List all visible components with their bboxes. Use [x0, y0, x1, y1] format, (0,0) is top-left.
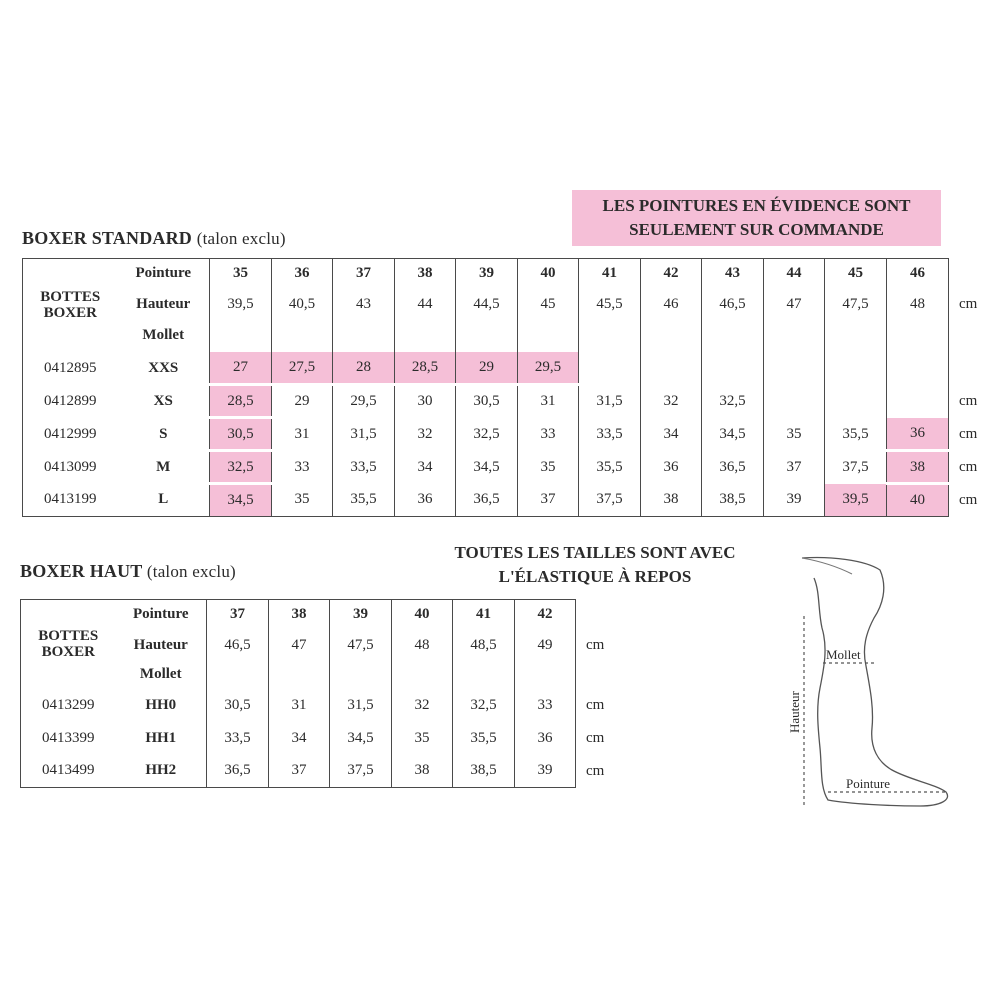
bottes-boxer-label — [21, 600, 116, 689]
pointure-value: 46 — [887, 259, 949, 289]
hauteur-row — [23, 289, 987, 320]
mollet-spacer — [272, 320, 333, 352]
size-row — [23, 418, 987, 451]
mollet-spacer — [887, 320, 949, 352]
haut-table-title — [20, 561, 236, 582]
mollet-value: 32 — [395, 418, 456, 451]
standard-title-text: BOXER STANDARD — [22, 228, 192, 248]
pointure-value: 38 — [269, 600, 330, 630]
hauteur-value: 48 — [392, 630, 453, 661]
mollet-spacer — [330, 661, 392, 689]
article-code: 0412899 — [23, 385, 118, 418]
pointure-label: Pointure — [846, 776, 891, 791]
mollet-value: 33 — [272, 451, 333, 484]
hauteur-label: Hauteur — [133, 636, 188, 653]
mollet-value: 31,5 — [579, 385, 641, 418]
mollet-spacer — [395, 320, 456, 352]
leg-outline-back — [802, 558, 948, 807]
mollet-value: 33 — [518, 418, 579, 451]
mollet-spacer — [702, 320, 764, 352]
mollet-label: Mollet — [139, 666, 182, 682]
mollet-value: 38,5 — [702, 484, 764, 517]
mollet-value: 28,5 — [210, 385, 272, 418]
hauteur-value: 40,5 — [272, 289, 333, 320]
mollet-value: 31 — [272, 418, 333, 451]
mollet-value: 31 — [518, 385, 579, 418]
mollet-value: 32 — [641, 385, 702, 418]
mollet-value: 36 — [887, 418, 949, 451]
elastic-notice — [420, 541, 770, 589]
size-label: XS — [153, 392, 173, 409]
article-code: 0413399 — [21, 722, 116, 755]
mollet-value: 34,5 — [330, 722, 392, 755]
mollet-value — [764, 352, 825, 385]
mollet-value: 37 — [764, 451, 825, 484]
row-unit: cm — [959, 392, 978, 409]
mollet-value: 37,5 — [579, 484, 641, 517]
standard-title-subtitle: (talon exclu) — [196, 229, 286, 248]
mollet-value: 27,5 — [272, 352, 333, 385]
standard-table-title — [22, 228, 286, 249]
hauteur-label: Hauteur — [787, 691, 802, 733]
hauteur-value: 46,5 — [207, 630, 269, 661]
size-row — [23, 385, 987, 418]
hauteur-value: 44 — [395, 289, 456, 320]
boxer-standard-table — [22, 258, 987, 517]
size-row — [21, 689, 611, 722]
mollet-spacer — [210, 320, 272, 352]
leg-outline-front — [802, 558, 852, 574]
mollet-label: Mollet — [826, 647, 861, 662]
mollet-value: 35 — [392, 722, 453, 755]
mollet-value — [702, 352, 764, 385]
pointure-row — [23, 259, 987, 289]
unit-spacer — [949, 259, 987, 289]
mollet-value — [764, 385, 825, 418]
mollet-value: 38 — [392, 755, 453, 788]
hauteur-value: 46 — [641, 289, 702, 320]
mollet-value — [887, 385, 949, 418]
mollet-value: 35,5 — [453, 722, 515, 755]
mollet-spacer — [515, 661, 576, 689]
row-unit: cm — [959, 425, 978, 442]
mollet-value: 32,5 — [210, 451, 272, 484]
unit-spacer — [576, 600, 611, 630]
size-label: HH2 — [116, 755, 207, 788]
mollet-value: 29,5 — [333, 385, 395, 418]
mollet-value: 38,5 — [453, 755, 515, 788]
pointure-value: 45 — [825, 259, 887, 289]
special-order-notice — [572, 190, 941, 246]
leg-measurement-diagram — [770, 548, 970, 818]
mollet-value: 33,5 — [207, 722, 269, 755]
mollet-value: 32,5 — [702, 385, 764, 418]
mollet-value: 28 — [333, 352, 395, 385]
size-label: HH1 — [145, 729, 177, 746]
mollet-value: 34 — [395, 451, 456, 484]
mollet-value: 29 — [272, 385, 333, 418]
pointure-value: 41 — [579, 259, 641, 289]
bottes-label-line2: BOXER — [41, 644, 95, 661]
mollet-value: 28,5 — [395, 352, 456, 385]
mollet-value: 33,5 — [579, 418, 641, 451]
mollet-value: 33,5 — [333, 451, 395, 484]
size-label: S — [159, 425, 168, 442]
hauteur-value: 48 — [887, 289, 949, 320]
mollet-spacer — [392, 661, 453, 689]
size-label: L — [118, 484, 210, 517]
mollet-value — [825, 352, 887, 385]
mollet-spacer — [333, 320, 395, 352]
mollet-value: 31,5 — [333, 418, 395, 451]
row-unit — [949, 352, 987, 385]
mollet-value: 35 — [272, 484, 333, 517]
mollet-value: 35 — [518, 451, 579, 484]
size-row — [23, 451, 987, 484]
hauteur-value: 43 — [333, 289, 395, 320]
row-unit: cm — [959, 458, 978, 475]
mollet-value: 40 — [887, 484, 949, 517]
pointure-value: 40 — [518, 259, 579, 289]
mollet-value: 30,5 — [210, 418, 272, 451]
mollet-value: 36 — [515, 722, 576, 755]
pointure-value: 39 — [330, 600, 392, 630]
pointure-value: 44 — [764, 259, 825, 289]
pointure-value: 37 — [333, 259, 395, 289]
mollet-value: 38 — [887, 451, 949, 484]
elastic-notice-line2: L'ÉLASTIQUE À REPOS — [498, 567, 692, 586]
mollet-value: 34 — [269, 722, 330, 755]
mollet-value: 35,5 — [825, 418, 887, 451]
pointure-value: 35 — [210, 259, 272, 289]
row-unit: cm — [586, 696, 605, 713]
mollet-value — [641, 352, 702, 385]
mollet-value: 35,5 — [579, 451, 641, 484]
mollet-value: 37 — [269, 755, 330, 788]
mollet-value: 34,5 — [456, 451, 518, 484]
mollet-spacer — [579, 320, 641, 352]
mollet-value: 32,5 — [453, 689, 515, 722]
mollet-value: 36,5 — [456, 484, 518, 517]
mollet-value: 32,5 — [456, 418, 518, 451]
special-order-notice-line2: SEULEMENT SUR COMMANDE — [629, 220, 884, 239]
hauteur-value: 49 — [515, 630, 576, 661]
hauteur-value: 45 — [518, 289, 579, 320]
article-code: 0412999 — [23, 418, 118, 451]
mollet-value — [579, 352, 641, 385]
bottes-boxer-label — [23, 259, 118, 352]
pointure-value: 42 — [641, 259, 702, 289]
bottes-label-line1: BOTTES — [40, 289, 101, 306]
mollet-row — [23, 320, 987, 352]
article-code: 0412895 — [23, 352, 118, 385]
mollet-value: 36,5 — [702, 451, 764, 484]
mollet-value: 38 — [641, 484, 702, 517]
row-unit: cm — [586, 762, 605, 779]
mollet-value — [887, 352, 949, 385]
mollet-value: 34,5 — [210, 484, 272, 517]
pointure-value: 38 — [395, 259, 456, 289]
size-row — [23, 352, 987, 385]
hauteur-unit: cm — [586, 636, 605, 653]
pointure-value: 36 — [272, 259, 333, 289]
size-row — [21, 755, 611, 788]
pointure-value: 43 — [702, 259, 764, 289]
haut-title-subtitle: (talon exclu) — [146, 562, 236, 581]
mollet-value: 27 — [210, 352, 272, 385]
bottes-label-line1: BOTTES — [38, 628, 99, 645]
mollet-value: 30,5 — [207, 689, 269, 722]
mollet-value: 35,5 — [333, 484, 395, 517]
pointure-value: 42 — [515, 600, 576, 630]
mollet-value: 35 — [764, 418, 825, 451]
mollet-value: 31,5 — [330, 689, 392, 722]
unit-spacer — [576, 661, 611, 689]
mollet-label: Mollet — [142, 327, 185, 343]
boxer-haut-table — [20, 599, 611, 788]
elastic-notice-line1: TOUTES LES TAILLES SONT AVEC — [454, 543, 736, 562]
bottes-label-line2: BOXER — [43, 305, 97, 322]
mollet-value: 39,5 — [825, 484, 887, 517]
hauteur-value: 45,5 — [579, 289, 641, 320]
mollet-spacer — [764, 320, 825, 352]
article-code: 0413099 — [23, 451, 118, 484]
mollet-value: 29 — [456, 352, 518, 385]
article-code: 0413199 — [23, 484, 118, 517]
mollet-spacer — [825, 320, 887, 352]
mollet-value: 39 — [515, 755, 576, 788]
pointure-value: 39 — [456, 259, 518, 289]
mollet-value: 31 — [269, 689, 330, 722]
article-code: 0413299 — [21, 689, 116, 722]
hauteur-unit: cm — [959, 295, 978, 312]
mollet-value: 29,5 — [518, 352, 579, 385]
size-row — [23, 484, 987, 517]
pointure-row — [21, 600, 611, 630]
pointure-value: 40 — [392, 600, 453, 630]
mollet-spacer — [269, 661, 330, 689]
unit-spacer — [949, 320, 987, 352]
mollet-value: 36 — [395, 484, 456, 517]
mollet-spacer — [207, 661, 269, 689]
size-label: HH0 — [145, 696, 177, 713]
hauteur-label: Hauteur — [136, 295, 191, 312]
article-code: 0413499 — [21, 755, 116, 788]
mollet-value: 37,5 — [825, 451, 887, 484]
mollet-value: 37 — [518, 484, 579, 517]
mollet-value: 34 — [641, 418, 702, 451]
hauteur-value: 47,5 — [825, 289, 887, 320]
mollet-value: 39 — [764, 484, 825, 517]
hauteur-value: 46,5 — [702, 289, 764, 320]
row-unit: cm — [586, 729, 605, 746]
size-row — [21, 722, 611, 755]
pointure-label: Pointure — [116, 600, 207, 630]
mollet-value: 34,5 — [702, 418, 764, 451]
mollet-value: 30,5 — [456, 385, 518, 418]
hauteur-value: 48,5 — [453, 630, 515, 661]
hauteur-value: 39,5 — [210, 289, 272, 320]
pointure-value: 37 — [207, 600, 269, 630]
mollet-value: 33 — [515, 689, 576, 722]
special-order-notice-line1: LES POINTURES EN ÉVIDENCE SONT — [602, 196, 911, 215]
mollet-value: 36,5 — [207, 755, 269, 788]
hauteur-value: 47 — [764, 289, 825, 320]
mollet-value: 32 — [392, 689, 453, 722]
mollet-value: 37,5 — [330, 755, 392, 788]
mollet-value — [825, 385, 887, 418]
mollet-spacer — [453, 661, 515, 689]
mollet-spacer — [456, 320, 518, 352]
mollet-spacer — [518, 320, 579, 352]
pointure-value: 41 — [453, 600, 515, 630]
mollet-spacer — [641, 320, 702, 352]
size-label: XXS — [148, 359, 179, 376]
mollet-value: 36 — [641, 451, 702, 484]
hauteur-value: 44,5 — [456, 289, 518, 320]
size-label: M — [156, 458, 171, 475]
mollet-value: 30 — [395, 385, 456, 418]
pointure-label: Pointure — [118, 259, 210, 289]
hauteur-value: 47 — [269, 630, 330, 661]
hauteur-value: 47,5 — [330, 630, 392, 661]
haut-title-text: BOXER HAUT — [20, 561, 143, 581]
row-unit: cm — [959, 491, 978, 508]
